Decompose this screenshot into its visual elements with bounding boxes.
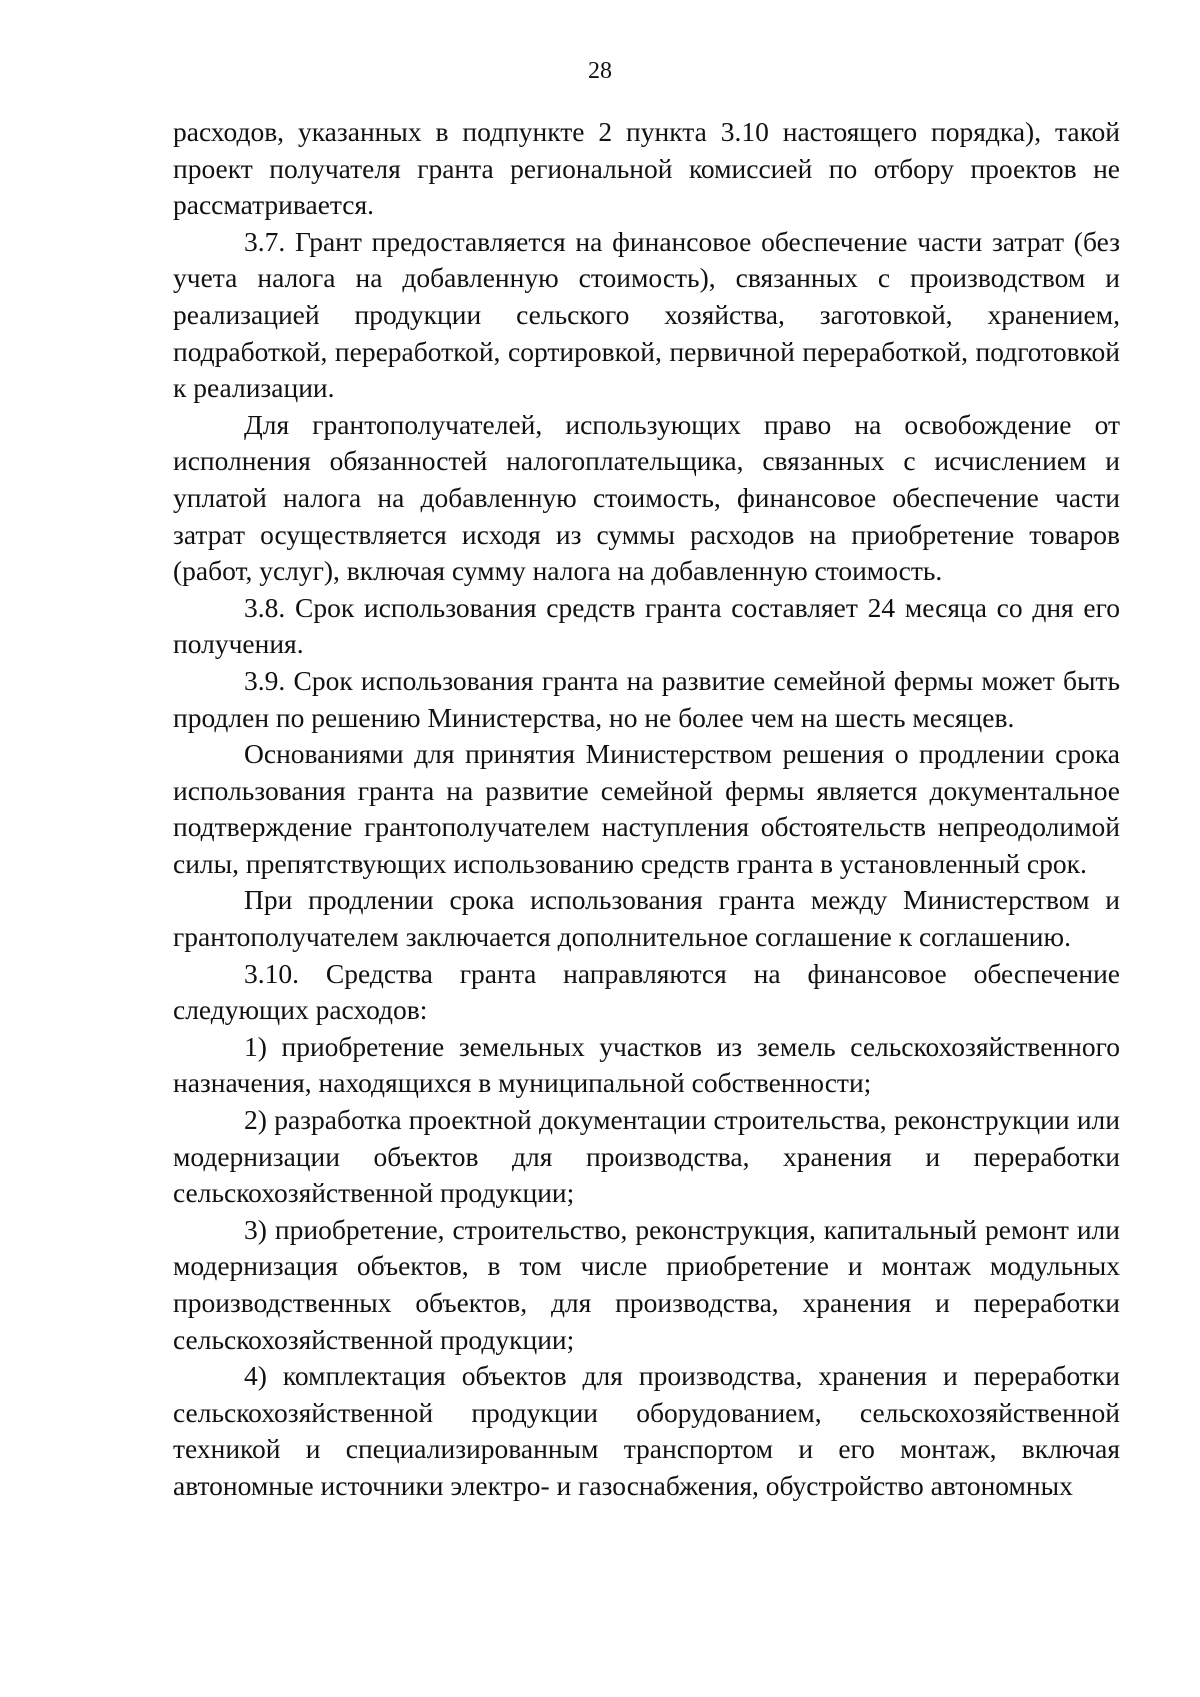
paragraph-3-8: 3.8. Срок использования средств гранта составляет 24 месяца со дня его получения. (173, 591, 1120, 660)
paragraph-extension-grounds: Основаниями для принятия Министерством решения о продлении срока использования гранта на развитие семейной фермы является документальное подтверждение грантополучателем наступления обстоятельств непреодолимой силы, препятствующих использованию средств гранта в установленный срок. (173, 738, 1120, 879)
list-item-3: 3) приобретение, строительство, реконструкция, капитальный ремонт или модернизация объектов, в том числе приобретение и монтаж модульных производственных объектов, для производства, хранения и переработки сельскохозяйственной продукции; (173, 1213, 1120, 1355)
page-number: 28 (588, 58, 612, 84)
paragraph-vat-exempt: Для грантополучателей, использующих право на освобождение от исполнения обязанностей налогоплательщика, связанных с исчислением и уплатой налога на добавленную стоимость, финансовое обеспечение части затрат осуществляется исходя из суммы расходов на приобретение товаров (работ, услуг), включая сумму налога на добавленную стоимость. (173, 408, 1120, 587)
paragraph-continuation: расходов, указанных в подпункте 2 пункта 3.10 настоящего порядка), такой проект получателя гранта региональной комиссией по отбору проектов не рассматривается. (173, 116, 1120, 221)
paragraph-3-7: 3.7. Грант предоставляется на финансовое обеспечение части затрат (без учета налога на добавленную стоимость), связанных с производством и реализацией продукции сельского хозяйства, заготовкой, хранением, подработкой, переработкой, сортировкой, первичной переработкой, подготовкой к реализации. (173, 225, 1120, 404)
paragraph-3-10: 3.10. Средства гранта направляются на финансовое обеспечение следующих расходов: (173, 957, 1120, 1026)
document-body (173, 114, 1120, 1505)
list-item-2: 2) разработка проектной документации строительства, реконструкции или модернизации объектов для производства, хранения и переработки сельскохозяйственной продукции; (173, 1104, 1120, 1209)
paragraph-extension-agreement: При продлении срока использования гранта между Министерством и грантополучателем заключается дополнительное соглашение к соглашению. (173, 884, 1120, 953)
list-item-4: 4) комплектация объектов для производства, хранения и переработки сельскохозяйственной продукции оборудованием, сельскохозяйственной техникой и специализированным транспортом и его монтаж, включая автономные источники электро- и газоснабжения, обустройство автономных (173, 1360, 1120, 1501)
paragraph-3-9: 3.9. Срок использования гранта на развитие семейной фермы может быть продлен по решению Министерства, но не более чем на шесть месяцев. (173, 664, 1120, 733)
list-item-1: 1) приобретение земельных участков из земель сельскохозяйственного назначения, находящихся в муниципальной собственности; (173, 1030, 1120, 1099)
